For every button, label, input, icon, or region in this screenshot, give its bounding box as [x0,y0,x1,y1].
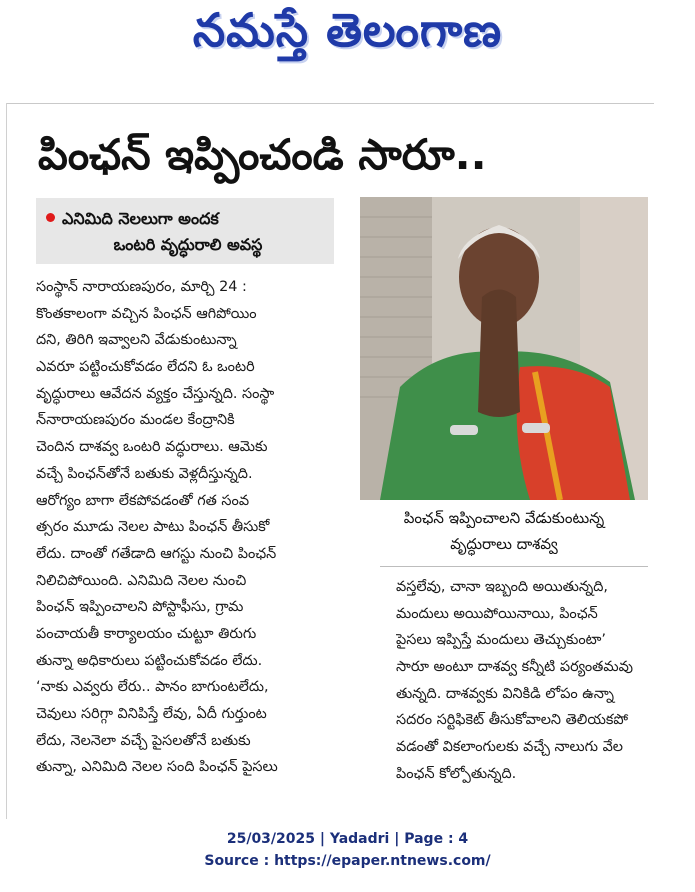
body-line: వచ్చే పింఛన్‌తోనే బతుకు వెళ్లదీస్తున్నది. [36,465,253,482]
body-line: తున్నా అధికారులు పట్టించుకోవడం లేదు. [36,652,263,669]
body-line: చెందిన దాశవ్వ ఒంటరి వద్ధురాలు. ఆమెకు [36,439,268,456]
caption-divider [380,566,648,567]
body-line: న్‌నారాయణపురం మండల కేంద్రానికి [36,412,235,429]
body-line: పంచాయతీ కార్యాలయం చుట్టూ తిరుగు [36,625,257,642]
caption-line: పింఛన్ ఇప్పించాలని వేడుకుంటున్న [403,509,605,527]
clipping-left-border [6,103,7,819]
article-body-left-column [36,274,342,781]
article-photo [360,197,648,500]
body-line: కొంతకాలంగా వచ్చిన పింఛన్ ఆగిపోయిం [36,305,257,322]
body-line: ఆరోగ్యం బాగా లేకపోవడంతో గత సంవ [36,492,250,509]
body-line: ఎవరూ పట్టించుకోవడం లేదని ఓ ఒంటరి [36,359,255,376]
body-line: పింఛన్ ఇప్పించాలని పోస్టాఫీసు, గ్రామ [36,599,244,616]
body-line: త్సరం మూడు నెలల పాటు పింఛన్ తీసుకో [36,519,270,536]
clipping-top-rule [6,103,654,104]
photo-caption [360,505,648,561]
page-footer [0,828,695,872]
body-line: వస్తలేవు, చానా ఇబ్బంది అయితున్నది, [396,579,608,595]
body-line: లేదు. దాంతో గతేడాది ఆగస్టు నుంచి పింఛన్ [36,545,277,562]
body-line: మందులు అయిపోయినాయి, పింఛన్ [396,605,598,622]
body-line: లేదు, నెలనెలా వచ్చే పైసలతోనే బతుకు [36,732,251,749]
body-line: పైసలు ఇప్పిస్తే మందులు తెచ్చుకుంటా’ [396,632,606,649]
masthead [0,0,695,72]
body-line: చెవులు సరిగ్గా వినిపిస్తే లేవు, ఏదీ గుర్తుంట [36,706,267,722]
article-body-right-column [396,574,658,788]
source-link[interactable]: Source : https://epaper.ntnews.com/ [204,853,491,869]
body-line: ‘నాకు ఎవ్వరు లేరు.. పానం బాగుంటలేదు, [36,679,269,696]
body-line: పింఛన్ కోల్పోతున్నది. [396,765,517,782]
article-headline: పింఛన్ ఇప్పించండి సారూ.. [38,130,487,179]
subheading-box [36,198,334,264]
body-line: సంస్థాన్ నారాయణపురం, మార్చి 24 : [36,279,247,295]
body-line: నిలిచిపోయింది. ఎనిమిది నెలల నుంచి [36,572,247,589]
subheading-line: ఒంటరి వృద్ధురాలి అవస్థ [113,235,263,254]
caption-line: వృద్ధురాలు దాశవ్వ [450,535,558,553]
body-line: సదరం సర్టిఫికెట్ తీసుకోవాలని తెలియకపో [396,712,628,729]
body-line: వడంతో వికలాంగులకు వచ్చే నాలుగు వేల [396,739,624,756]
bullet-dot-icon [46,213,55,222]
body-line: సారూ అంటూ దాశవ్వ కన్నీటి పర్యంతమవు [396,659,633,676]
body-line: తున్నా, ఎనిమిది నెలల సంది పింఛన్ పైసలు [36,759,278,776]
subheading-line: ఎనిమిది నెలలుగా అందక [62,209,219,228]
newspaper-title: నమస్తే తెలంగాణ [192,3,503,57]
elderly-woman-photo [360,197,648,500]
body-line: దని, తిరిగి ఇవ్వాలని వేడుకుంటున్నా [36,332,237,349]
body-line: తున్నది. దాశవ్వకు వినికిడి లోపం ఉన్నా [396,685,615,702]
body-line: వృద్ధురాలు ఆవేదన వ్యక్తం చేస్తున్నది. సంస్థా [36,385,275,402]
edition-info: 25/03/2025 | Yadadri | Page : 4 [226,831,469,847]
